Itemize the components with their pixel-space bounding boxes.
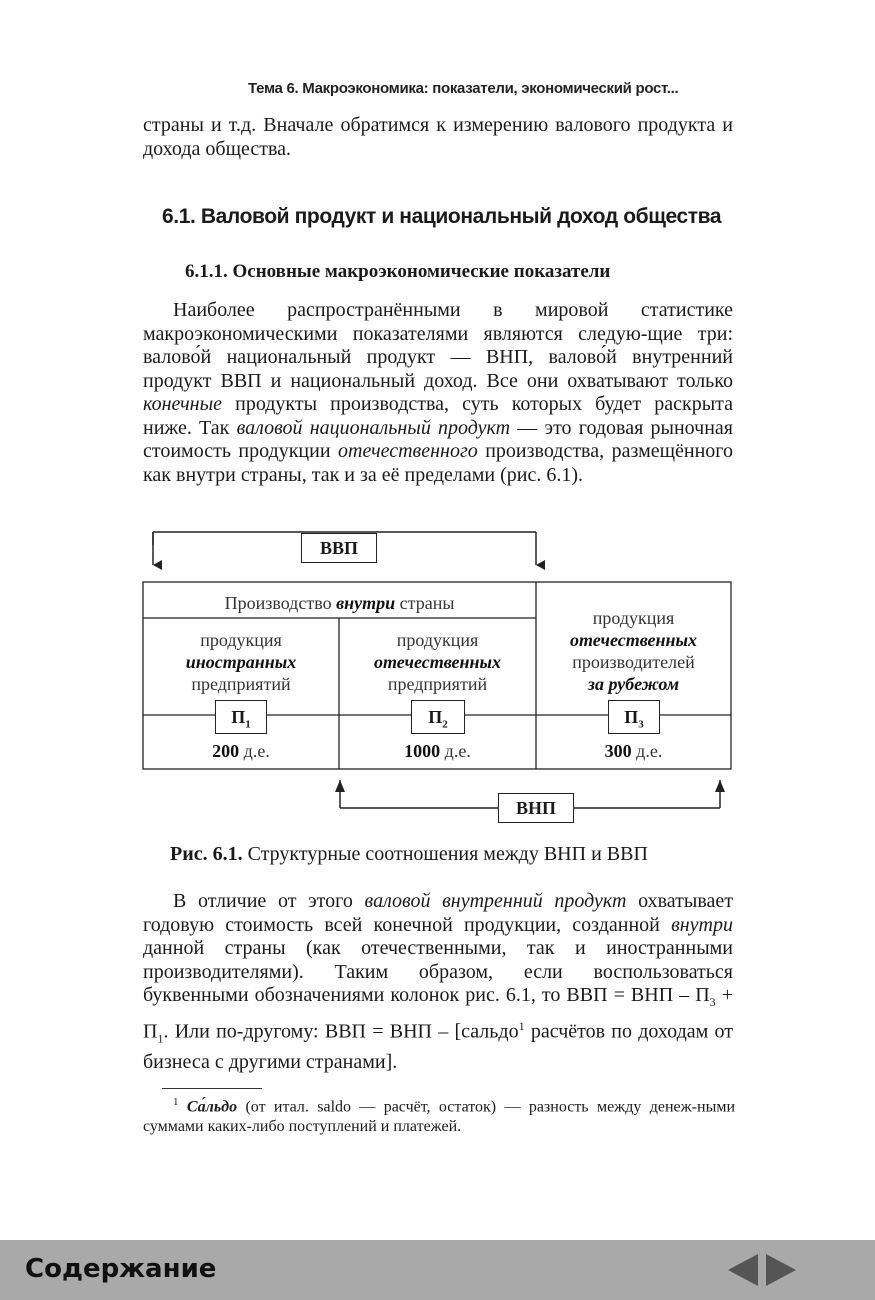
column-domestic-abroad: продукция отечественных производителей за рубежом <box>570 608 697 694</box>
p3-value: 300 д.е. <box>604 741 663 761</box>
contents-link[interactable]: Содержание <box>25 1254 217 1284</box>
column-domestic-enterprises: продукция отечественных предприятий <box>374 630 501 694</box>
running-header: Тема 6. Макроэкономика: показатели, экономический рост... <box>248 80 679 97</box>
gdp-label-box: ВВП <box>301 533 377 563</box>
domestic-production-header: Производство внутри страны <box>224 593 455 613</box>
intro-paragraph: страны и т.д. Вначале обратимся к измерению валового продукта и дохода общества. <box>143 114 733 160</box>
arrow-left-icon[interactable] <box>726 1252 760 1288</box>
figure-6-1-diagram <box>0 530 875 830</box>
p2-box: $П_2$ <box>411 700 465 734</box>
figure-caption: Рис. 6.1. Структурные соотношения между ВНП и ВВП <box>170 843 648 865</box>
section-heading: 6.1. Валовой продукт и национальный доход общества <box>162 205 722 228</box>
footnote-divider <box>162 1088 262 1089</box>
paragraph-1: Наиболее распространёнными в мировой статистике макроэкономическими показателями являются следую-щие три: валово́й национальный продукт — ВНП, валово́й внутренний продукт ВВП и национальный доход. Все они охватывают только конечные продукты производства, суть которых будет раскрыта ниже. Так валовой национальный продукт — это годовая рыночная стоимость продукции отечественного производства, размещённого как внутри страны, так и за её пределами (рис. 6.1). <box>143 299 733 486</box>
p1-value: 200 д.е. <box>212 741 270 761</box>
p3-box: $П_3$ <box>608 700 660 734</box>
p2-value: 1000 д.е. <box>404 741 471 761</box>
paragraph-2: В отличие от этого валовой внутренний продукт охватывает годовую стоимость всей конечной продукции, созданной внутри данной страны (как отечественными, так и иностранными производителями). Таким образом, если воспользоваться буквенными обозначениями колонок рис. 6.1, то ВВП = ВНП – $П_3 + П_1$. Или по-другому: ВВП = ВНП – [сальдо$^1$ расчётов по доходам от бизнеса с другими странами]. <box>143 890 734 1073</box>
arrow-right-icon[interactable] <box>764 1252 798 1288</box>
footnote: $^1$ Са́льдо (от итал. saldo — расчёт, остаток) — разность между денеж-ными суммами каких-либо поступлений и платежей. <box>143 1096 736 1136</box>
bottom-navigation-bar <box>0 1240 875 1300</box>
subsection-heading: 6.1.1. Основные макроэкономические показатели <box>185 261 611 282</box>
p1-box: $П_1$ <box>215 700 267 734</box>
column-foreign-enterprises: продукция иностранных предприятий <box>185 630 297 694</box>
gnp-label-box: ВНП <box>498 793 574 823</box>
